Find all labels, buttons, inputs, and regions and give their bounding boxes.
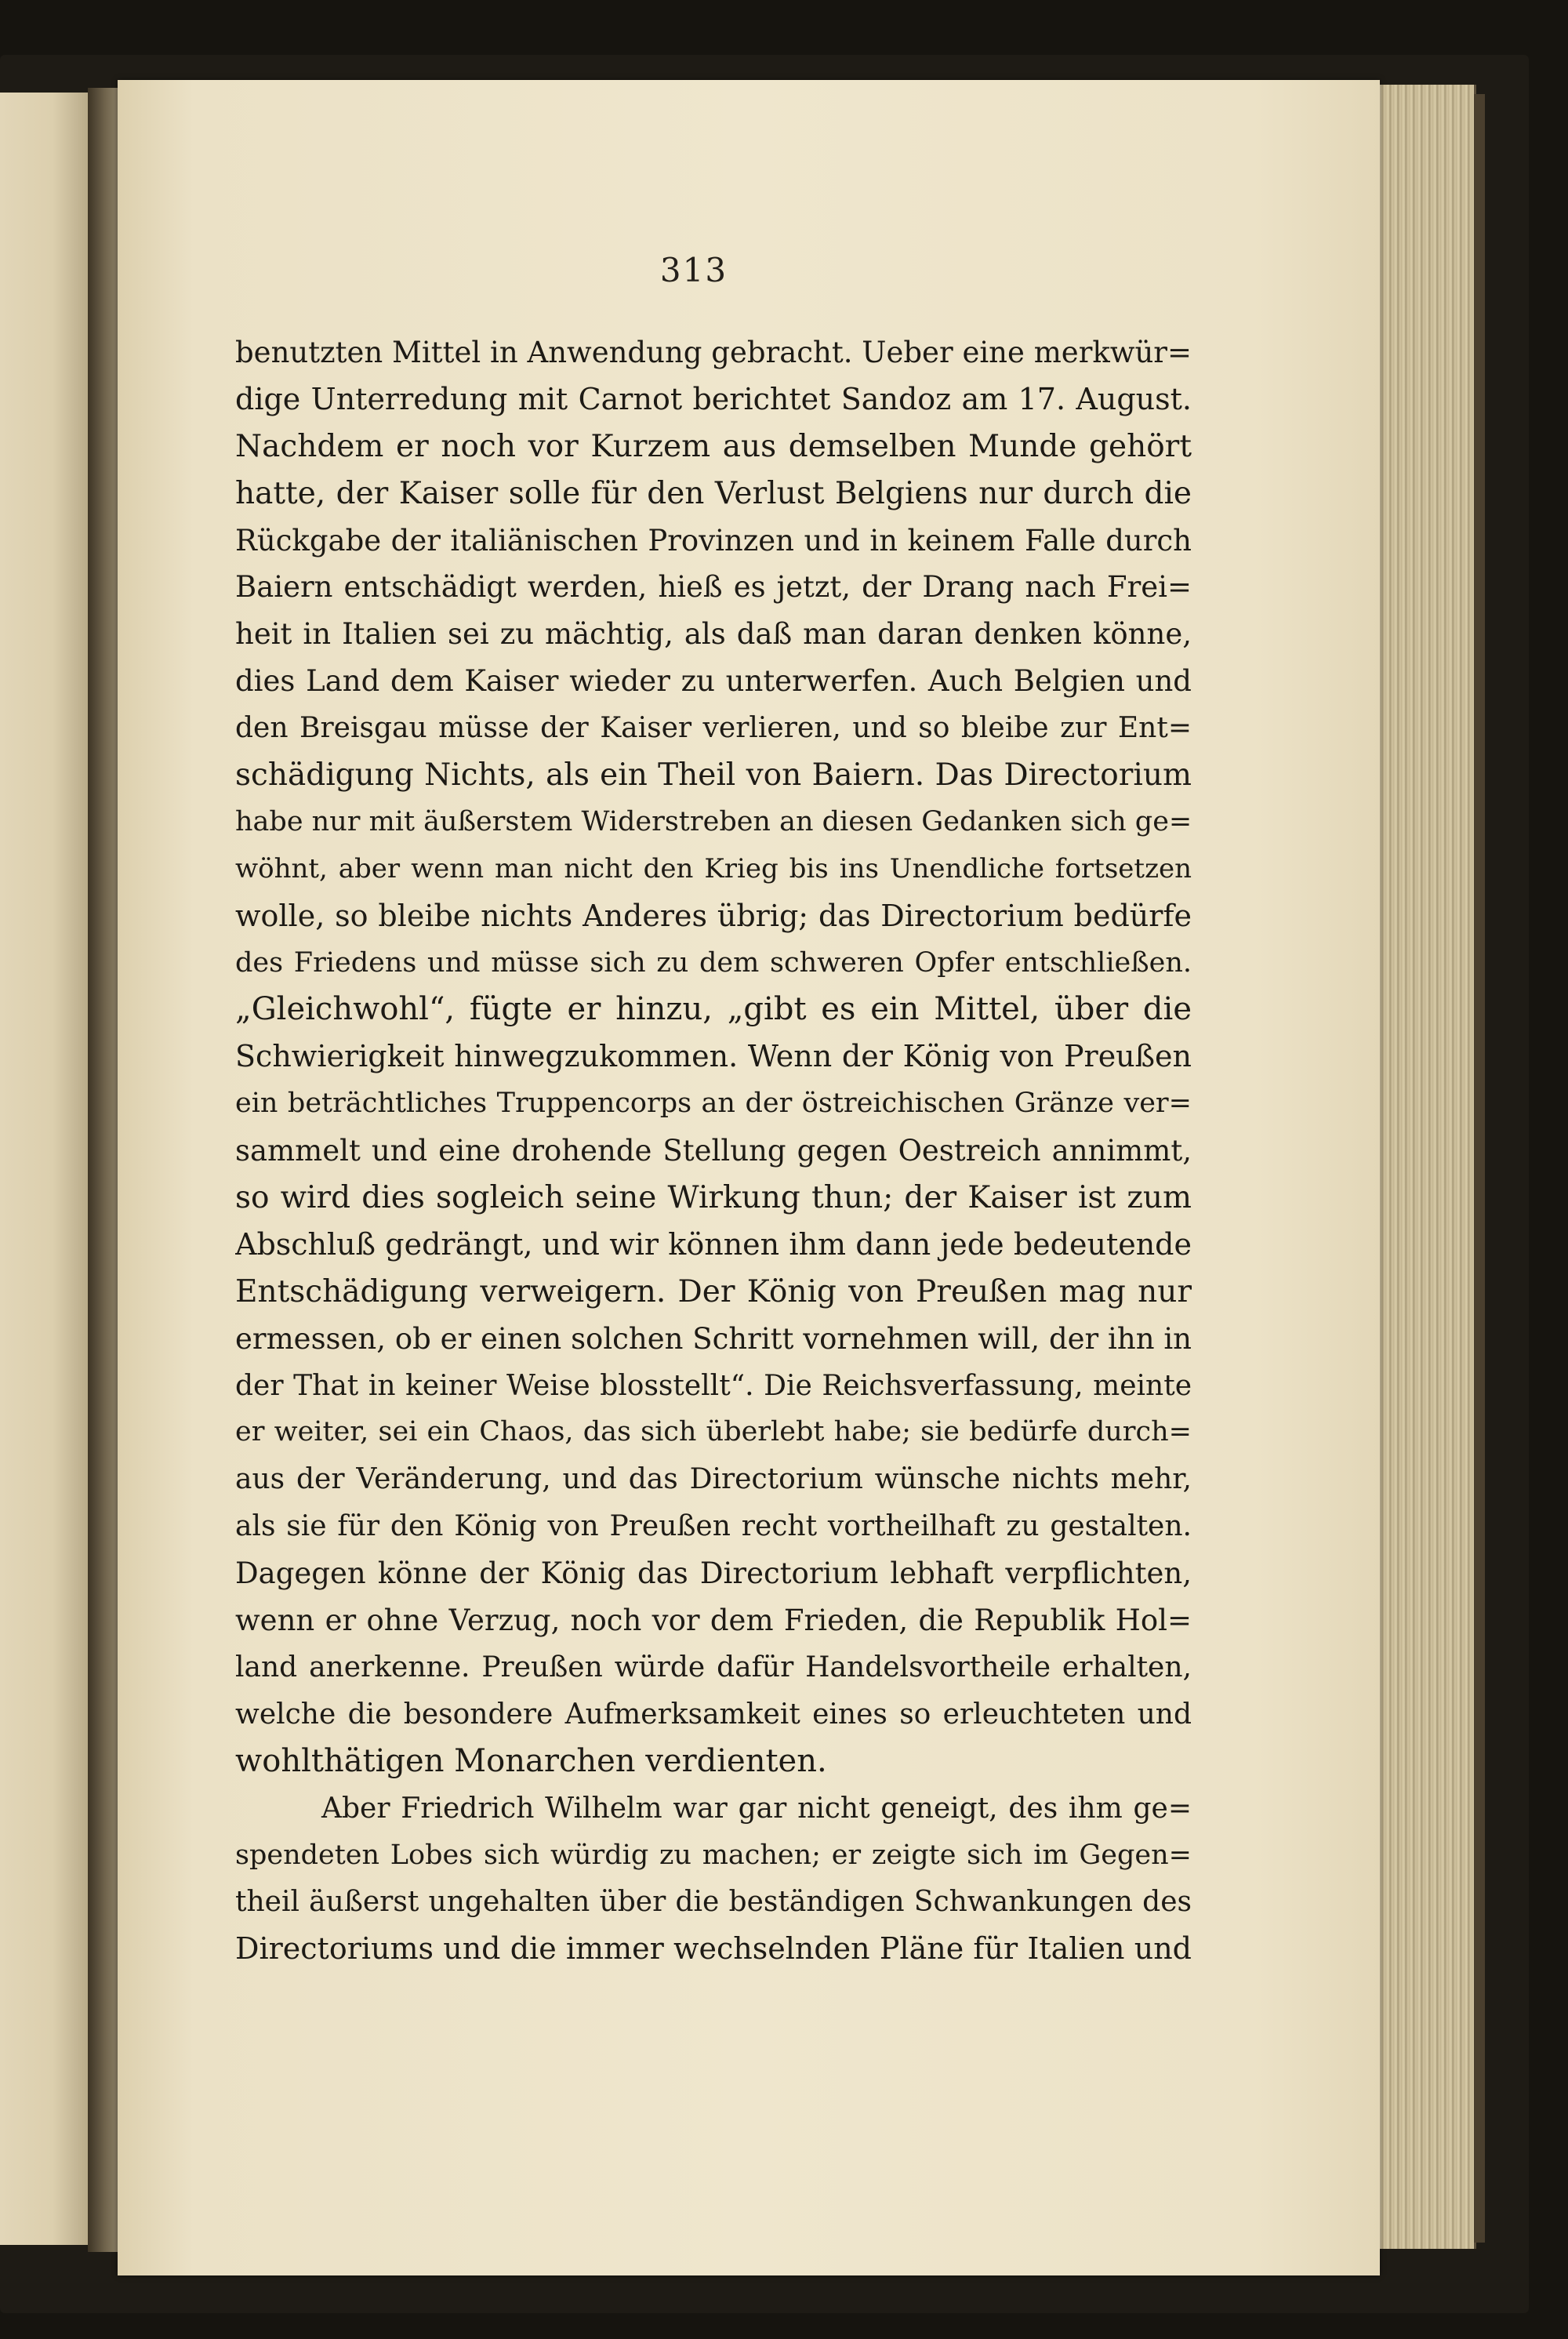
text-line: Baiern entschädigt werden, hieß es jetzt, der Drang nach Frei= <box>235 570 1192 605</box>
text-line: heit in Italien sei zu mächtig, als daß man daran denken könne, <box>235 617 1192 652</box>
text-line: der That in keiner Weise blosstellt“. Die Reichsverfassung, meinte <box>235 1369 1192 1402</box>
text-line: theil äußerst ungehalten über die beständigen Schwankungen des <box>235 1886 1192 1919</box>
left-page-edge <box>0 93 91 2245</box>
page-block-shadow <box>1474 94 1485 2243</box>
text-line: so wird dies sogleich seine Wirkung thun; der Kaiser ist zum <box>235 1180 1192 1216</box>
text-line: wohlthätigen Monarchen verdienten. <box>235 1742 827 1779</box>
text-line: wöhnt, aber wenn man nicht den Krieg bis ins Unendliche fortsetzen <box>235 852 1192 884</box>
text-line: welche die besondere Aufmerksamkeit eines so erleuchteten und <box>235 1698 1192 1731</box>
text-line: hatte, der Kaiser solle für den Verlust Belgiens nur durch die <box>235 475 1192 511</box>
text-line: wolle, so bleibe nichts Anderes übrig; das Directorium bedürfe <box>235 898 1192 933</box>
text-line: wenn er ohne Verzug, noch vor dem Frieden, die Republik Hol= <box>235 1604 1192 1638</box>
text-line: als sie für den König von Preußen recht vortheilhaft zu gestalten. <box>235 1510 1192 1543</box>
text-line: dies Land dem Kaiser wieder zu unterwerfen. Auch Belgien und <box>235 664 1192 699</box>
page-number: 313 <box>659 251 728 289</box>
text-line: ein beträchtliches Truppencorps an der östreichischen Gränze ver= <box>235 1088 1192 1120</box>
text-line: Aber Friedrich Wilhelm war gar nicht geneigt, des ihm ge= <box>321 1792 1192 1825</box>
text-line: den Breisgau müsse der Kaiser verlieren, und so bleibe zur Ent= <box>235 712 1192 745</box>
text-line: benutzten Mittel in Anwendung gebracht. Ueber eine merkwür= <box>235 336 1192 369</box>
text-line: Abschluß gedrängt, und wir können ihm dann jede bedeutende <box>235 1226 1192 1262</box>
text-line: „Gleichwohl“, fügte er hinzu, „gibt es ein Mittel, über die <box>235 991 1192 1028</box>
text-line: Entschädigung verweigern. Der König von Preußen mag nur <box>235 1273 1192 1309</box>
text-line: spendeten Lobes sich würdig zu machen; er zeigte sich im Gegen= <box>235 1839 1192 1871</box>
text-line: schädigung Nichts, als ein Theil von Baiern. Das Directorium <box>235 757 1192 794</box>
text-line: land anerkenne. Preußen würde dafür Handelsvortheile erhalten, <box>235 1651 1192 1683</box>
text-line: Directoriums und die immer wechselnden Pläne für Italien und <box>235 1931 1192 1967</box>
text-line: ermessen, ob er einen solchen Schritt vornehmen will, der ihn in <box>235 1321 1192 1356</box>
text-line: habe nur mit äußerstem Widerstreben an diesen Gedanken sich ge= <box>235 805 1192 837</box>
text-line: Rückgabe der italiänischen Provinzen und in keinem Falle durch <box>235 523 1192 558</box>
text-line: Nachdem er noch vor Kurzem aus demselben Munde gehört <box>235 428 1192 464</box>
text-line: aus der Veränderung, und das Directorium wünsche nichts mehr, <box>235 1463 1192 1496</box>
text-line: des Friedens und müsse sich zu dem schweren Opfer entschließen. <box>235 946 1192 979</box>
text-line: er weiter, sei ein Chaos, das sich überlebt habe; sie bedürfe durch= <box>235 1416 1192 1448</box>
text-line: dige Unterredung mit Carnot berichtet Sandoz am 17. August. <box>235 381 1192 416</box>
text-line: Dagegen könne der König das Directorium lebhaft verpflichten, <box>235 1556 1192 1591</box>
text-line: sammelt und eine drohende Stellung gegen Oestreich annimmt, <box>235 1134 1192 1168</box>
page-block-edges <box>1378 85 1476 2249</box>
text-line: Schwierigkeit hinwegzukommen. Wenn der König von Preußen <box>235 1039 1192 1074</box>
page-text <box>235 329 1192 1973</box>
